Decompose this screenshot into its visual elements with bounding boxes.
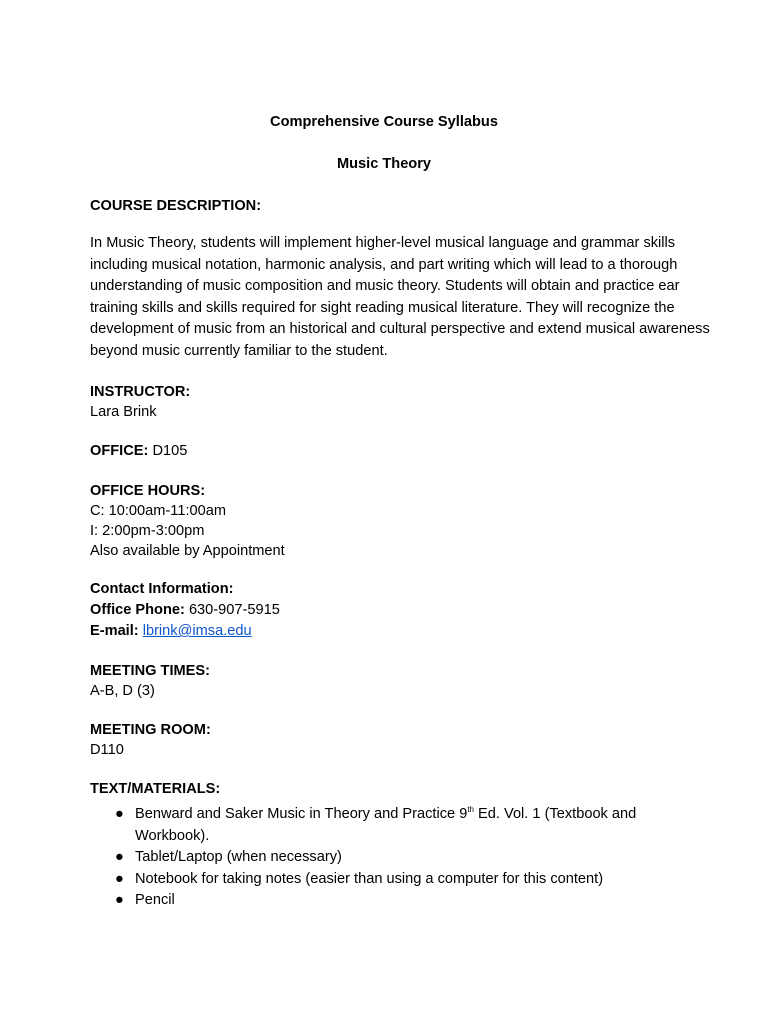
email-line bbox=[90, 621, 252, 641]
email-link[interactable]: lbrink@imsa.edu bbox=[142, 623, 252, 639]
office-value: D105 bbox=[152, 443, 188, 459]
meeting-room-value: D110 bbox=[90, 742, 124, 758]
meeting-room-heading: MEETING ROOM: bbox=[90, 722, 211, 738]
instructor-name: Lara Brink bbox=[90, 404, 157, 420]
office-hours-heading: OFFICE HOURS: bbox=[90, 483, 206, 499]
list-item bbox=[90, 804, 690, 847]
meeting-times-heading: MEETING TIMES: bbox=[90, 663, 210, 679]
materials-list bbox=[90, 804, 690, 912]
course-description-heading: COURSE DESCRIPTION: bbox=[90, 198, 262, 214]
document-title: Comprehensive Course Syllabus bbox=[270, 114, 498, 130]
list-item bbox=[90, 869, 690, 891]
instructor-heading: INSTRUCTOR: bbox=[90, 384, 191, 400]
office-hours-line: Also available by Appointment bbox=[90, 543, 285, 559]
office-hours-line: I: 2:00pm-3:00pm bbox=[90, 523, 205, 539]
course-subtitle: Music Theory bbox=[336, 156, 432, 172]
phone-line bbox=[90, 600, 280, 620]
material-text: Notebook for taking notes (easier than using a computer for this content) bbox=[135, 870, 604, 887]
bullet-icon: ● bbox=[115, 849, 124, 865]
bullet-icon: ● bbox=[115, 892, 124, 908]
phone-label: Office Phone: bbox=[90, 602, 185, 618]
phone-value: 630-907-5915 bbox=[188, 602, 280, 618]
material-text: Benward and Saker Music in Theory and Practice 9th Ed. Vol. 1 (Textbook and Workbook). bbox=[135, 805, 637, 844]
course-description-text: In Music Theory, students will implement higher-level musical language and grammar skills including musical notation, harmonic analysis, and part writing which will lead to a thorough understanding of music composition and music theory. Students will obtain and practice ear training skills and skills required for sight reading musical literature. They will recognize the development of music from an historical and cultural perspective and extend musical awareness beyond music currently familiar to the student. bbox=[90, 235, 710, 359]
office-label: OFFICE: bbox=[90, 443, 149, 459]
material-text: Tablet/Laptop (when necessary) bbox=[135, 849, 342, 865]
office-line bbox=[90, 441, 187, 461]
bullet-icon: ● bbox=[115, 806, 124, 822]
email-label: E-mail: bbox=[90, 623, 139, 639]
office-hours-line: C: 10:00am-11:00am bbox=[90, 503, 227, 519]
list-item bbox=[90, 847, 690, 869]
contact-heading: Contact Information: bbox=[90, 581, 234, 597]
meeting-times-value: A-B, D (3) bbox=[90, 683, 155, 699]
bullet-icon: ● bbox=[115, 870, 124, 887]
material-text: Pencil bbox=[135, 892, 175, 908]
list-item bbox=[90, 890, 690, 912]
materials-heading: TEXT/MATERIALS: bbox=[90, 781, 221, 797]
